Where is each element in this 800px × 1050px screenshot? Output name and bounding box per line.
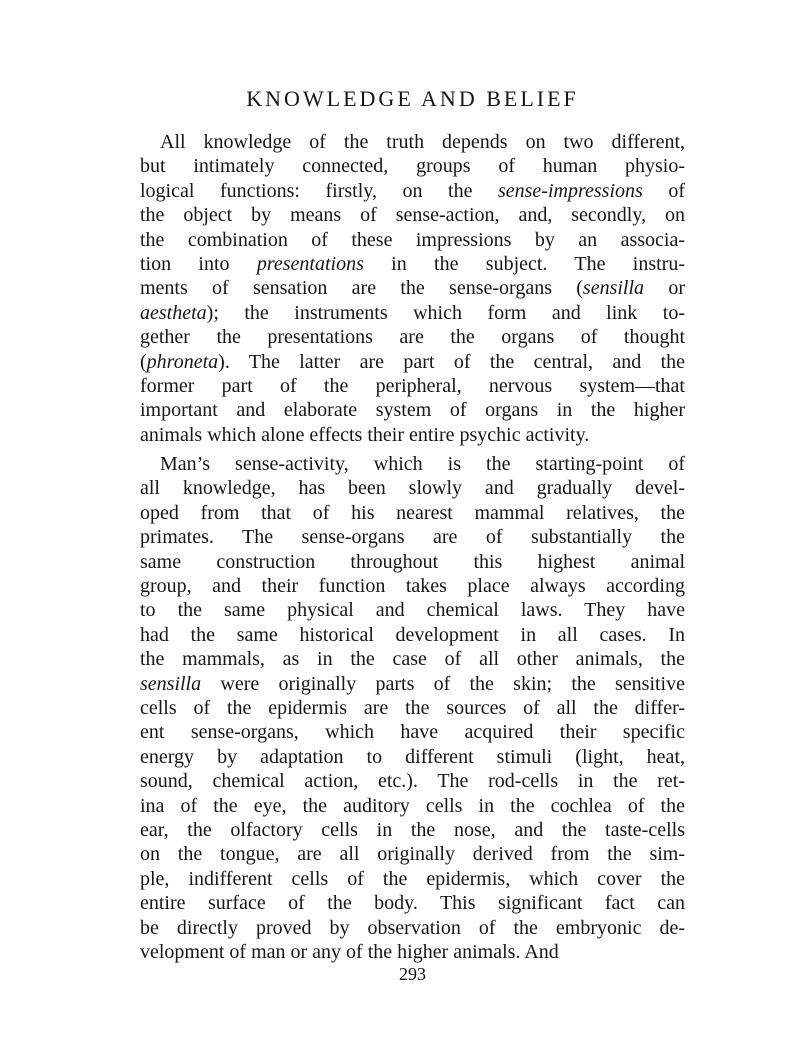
text-run: group, and their function takes place always according [140,575,685,598]
text-run: entire surface of the body. This significant fact can [140,892,685,915]
text-line [140,916,685,940]
text-run: had the same historical development in all cases. In [140,623,685,646]
text-line [140,476,685,500]
text-run: important and elaborate system of organs in the higher [140,399,685,422]
text-run: ); the instruments which form and link to- [206,301,685,324]
text-line [140,374,685,398]
text-run: ( [140,350,147,373]
text-run: Man’s sense-activity, which is the starting-point of [160,453,685,476]
running-title: KNOWLEDGE AND BELIEF [246,86,579,111]
text-line [140,598,685,622]
text-line [140,228,685,252]
text-line [140,672,685,696]
text-run: animals which alone effects their entire psychic activity. [140,423,590,446]
text-run: be directly proved by observation of the embryonic de- [140,916,685,939]
italic-term: sense-impressions [497,179,643,202]
text-run: logical functions: firstly, on the [140,179,498,202]
text-line [140,891,685,915]
text-run: the object by means of sense-action, and, secondly, on [140,204,685,227]
text-run: were originally parts of the skin; the sensitive [201,672,685,695]
text-run: on the tongue, are all originally derived from the sim- [140,843,685,866]
text-run: the combination of these impressions by an associa- [140,228,685,251]
text-line [140,252,685,276]
text-run: energy by adaptation to different stimuli (light, heat, [140,745,685,768]
text-line [140,350,685,374]
text-line [140,867,685,891]
text-run: the mammals, as in the case of all other animals, the [140,648,685,671]
text-line [140,130,685,154]
text-line [140,154,685,178]
text-line [140,179,685,203]
text-run: ments of sensation are the sense-organs ( [140,277,583,300]
italic-term: sensilla [140,672,202,695]
text-run: primates. The sense-organs are of substantially the [140,526,685,549]
text-line [140,423,685,447]
text-line [140,452,685,476]
paragraph [140,452,685,964]
text-run: sound, chemical action, etc.). The rod-cells in the ret- [140,770,685,793]
text-line [140,623,685,647]
italic-term: presentations [256,252,364,275]
text-line [140,842,685,866]
text-run: of [642,179,685,202]
text-run: cells of the epidermis are the sources of all the differ- [140,696,685,719]
text-line [140,769,685,793]
text-line [140,501,685,525]
text-line [140,398,685,422]
text-run: all knowledge, has been slowly and gradually devel- [140,477,685,500]
text-run: tion into [140,252,257,275]
text-run: ple, indifferent cells of the epidermis, which cover the [140,867,685,890]
text-run: All knowledge of the truth depends on two different, [160,131,685,153]
text-line [140,203,685,227]
text-run: gether the presentations are the organs of thought [140,326,685,349]
text-run: in the subject. The instru- [363,252,685,275]
text-run: former part of the peripheral, nervous system—that [140,374,685,397]
italic-term: aestheta [140,301,207,324]
text-line [140,940,685,964]
italic-term: sensilla [582,277,645,300]
text-line [140,647,685,671]
text-run: ent sense-organs, which have acquired their specific [140,721,685,744]
text-line [140,550,685,574]
text-line [140,525,685,549]
text-run: but intimately connected, groups of human physio- [140,155,685,178]
text-line [140,276,685,300]
text-run: velopment of man or any of the higher animals. And [140,940,559,963]
italic-term: phroneta [146,350,219,373]
body-text [140,130,685,964]
text-line [140,574,685,598]
page-number: 293 [399,964,426,984]
text-run: ). The latter are part of the central, and the [218,350,685,373]
text-line [140,301,685,325]
paragraph [140,130,685,447]
text-line [140,696,685,720]
text-line [140,720,685,744]
text-run: to the same physical and chemical laws. They have [140,599,685,622]
text-run: oped from that of his nearest mammal relatives, the [140,501,685,524]
text-run: or [644,277,685,300]
text-line [140,818,685,842]
text-run: ina of the eye, the auditory cells in the cochlea of the [140,794,685,817]
text-line [140,794,685,818]
text-line [140,745,685,769]
text-run: same construction throughout this highest animal [140,550,685,573]
text-line [140,325,685,349]
text-run: ear, the olfactory cells in the nose, and the taste-cells [140,818,685,841]
